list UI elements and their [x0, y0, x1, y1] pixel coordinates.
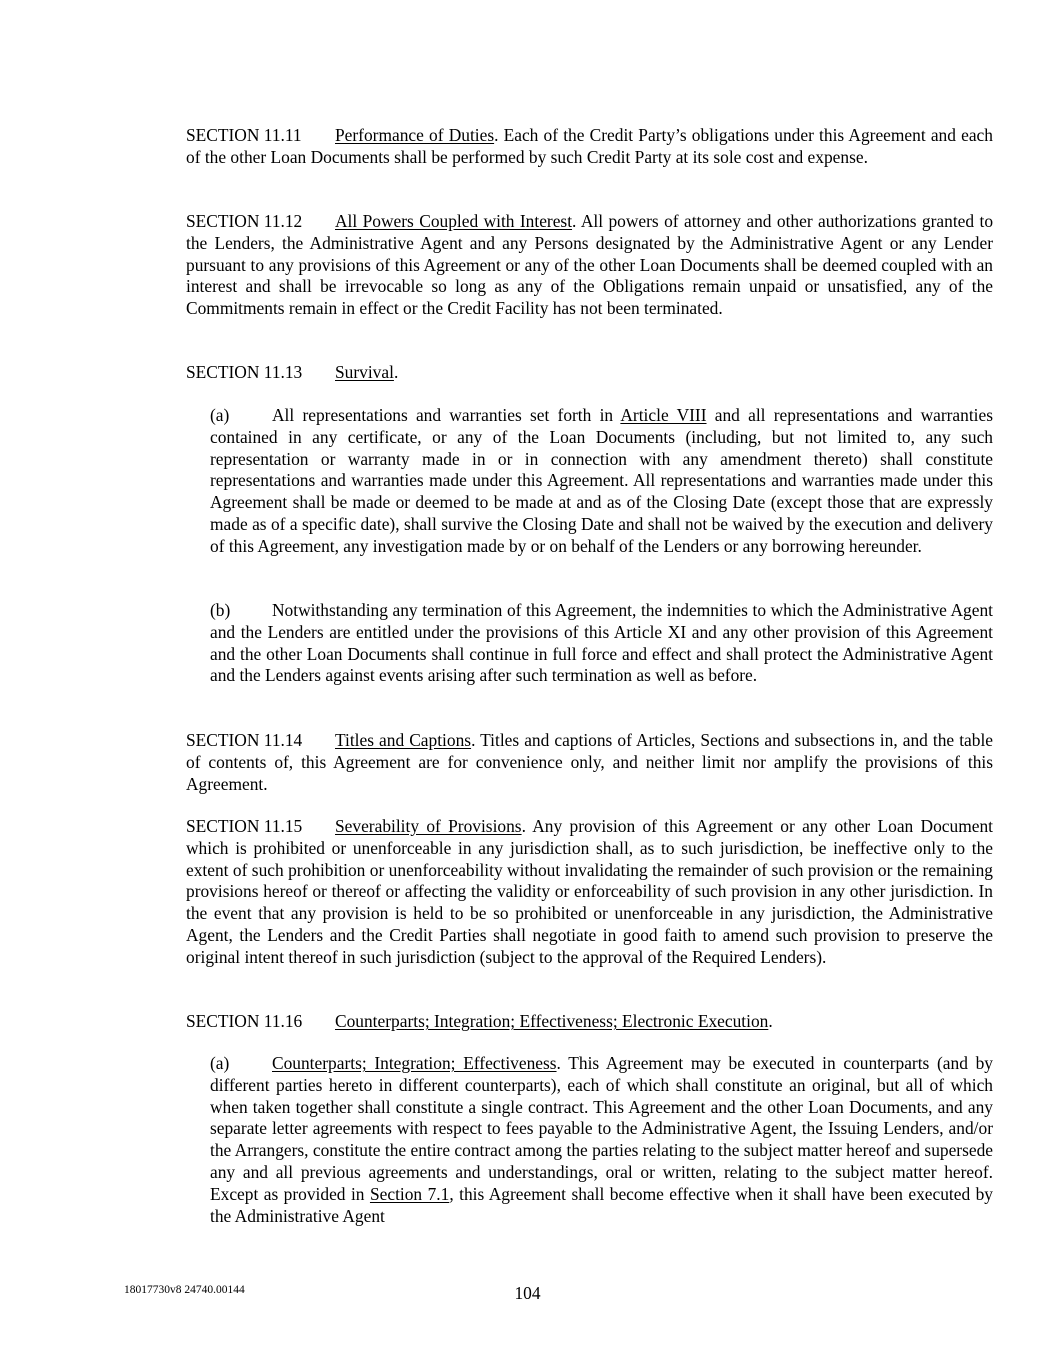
section-number: SECTION 11.11 — [186, 125, 302, 145]
subsection-label: (a) — [210, 405, 230, 425]
subsection-label: (a) — [210, 1053, 230, 1073]
section-body: . Any provision of this Agreement or any other Loan Document which is prohibited or unenforceable in any jurisdiction shall, as to such jurisdiction, be ineffective only to the extent of such prohibition or unenforceability without invalidating the remainder of such provision or the remaining provisions hereof or thereof or affecting the validity or enforceability of such provision in any other jurisdiction. In the event that any provision is held to be so prohibited or unenforceable in any jurisdiction, the Administrative Agent, the Lenders and the Credit Parties shall negotiate in good faith to amend such provision to preserve the original intent thereof in such jurisdiction (subject to the approval of the Required Lenders). — [186, 816, 993, 967]
subsection-title: Counterparts; Integration; Effectiveness — [272, 1053, 557, 1073]
section-title: Severability of Provisions — [335, 816, 522, 836]
section-body: . — [768, 1011, 773, 1031]
section-11-14 — [124, 730, 993, 795]
section-number: SECTION 11.12 — [186, 211, 303, 231]
section-11-16-a — [148, 1053, 993, 1227]
section-11-15 — [124, 816, 993, 969]
section-body: . — [393, 362, 399, 382]
section-11-13-a — [148, 405, 993, 558]
section-title: Performance of Duties — [335, 125, 495, 145]
section-number: SECTION 11.15 — [186, 816, 303, 836]
section-number: SECTION 11.13 — [186, 362, 303, 382]
section-body: . Each of the Credit Party’s obligations under this Agreement and each of the other Loan Documents shall be performed by such Credit Party at its sole cost and expense. — [186, 125, 993, 167]
section-body: . All powers of attorney and other authorizations granted to the Lenders, the Administrative Agent and any Persons designated by the Administrative Agent or any Lender pursuant to any provisions of this Agreement or any of the other Loan Documents shall be deemed coupled with an interest and shall be irrevocable so long as any of the Obligations remain unpaid or unsatisfied, any of the Commitments remain in effect or the Credit Facility has not been terminated. — [186, 211, 994, 319]
subsection-body: Notwithstanding any termination of this Agreement, the indemnities to which the Administrative Agent and the Lenders are entitled under the provisions of this Article XI and any other provision of this Agreement and the other Loan Documents shall continue in full force and effect and shall protect the Administrative Agent and the Lenders against events arising after such termination as well as before. — [210, 600, 993, 686]
subsection-body-start: All representations and warranties set forth in — [272, 405, 621, 425]
section-11-12 — [124, 211, 993, 320]
section-title: Titles and Captions — [335, 730, 472, 750]
section-title: Counterparts; Integration; Effectiveness; Electronic Execution — [335, 1011, 769, 1031]
section-number: SECTION 11.16 — [186, 1011, 303, 1031]
subsection-body-start: . This Agreement may be executed in counterparts (and by different parties hereto in different counterparts), each of which shall constitute an original, but all of which when taken together shall constitute a single contract. This Agreement and the other Loan Documents, and any separate letter agreements with respect to fees payable to the Administrative Agent, the Issuing Lenders, and/or the Arrangers, constitute the entire contract among the parties relating to the subject matter hereof and supersede any and all previous agreements and understandings, oral or written, relating to the subject matter hereof. Except as provided in — [210, 1053, 993, 1204]
section-7-1-reference[interactable]: Section 7.1 — [369, 1183, 450, 1204]
document-id: 18017730v8 24740.00144 — [124, 1284, 245, 1296]
section-11-13-b — [148, 600, 993, 687]
section-number: SECTION 11.14 — [186, 730, 303, 750]
article-viii-reference[interactable]: Article VIII — [620, 405, 707, 425]
section-body: . Titles and captions of Articles, Sections and subsections in, and the table of contents of, this Agreement are for convenience only, and neither limit nor amplify the provisions of this Agreement. — [186, 730, 993, 794]
page-number: 104 — [514, 1283, 541, 1303]
section-title: Survival — [335, 362, 394, 382]
section-11-13 — [124, 362, 993, 384]
section-11-11 — [124, 125, 993, 169]
section-title: All Powers Coupled with Interest — [335, 211, 573, 231]
subsection-label: (b) — [210, 600, 231, 620]
subsection-body-end: and all representations and warranties contained in any certificate, or any of the Loan Documents (including, but not limited to, any such representation or warranty made in or in connection with any amendment thereto) shall constitute representations and warranties made under this Agreement. All representations and warranties made under this Agreement shall be made or deemed to be made at and as of the Closing Date (except those that are expressly made as of a specific date), shall survive the Closing Date and shall not be waived by the execution and delivery of this Agreement, any investigation made by or on behalf of the Lenders or any borrowing hereunder. — [210, 405, 993, 556]
section-11-16 — [124, 1011, 993, 1033]
subsection-body-end: , this Agreement shall become effective when it shall have been executed by the Administrative Agent — [210, 1183, 993, 1226]
